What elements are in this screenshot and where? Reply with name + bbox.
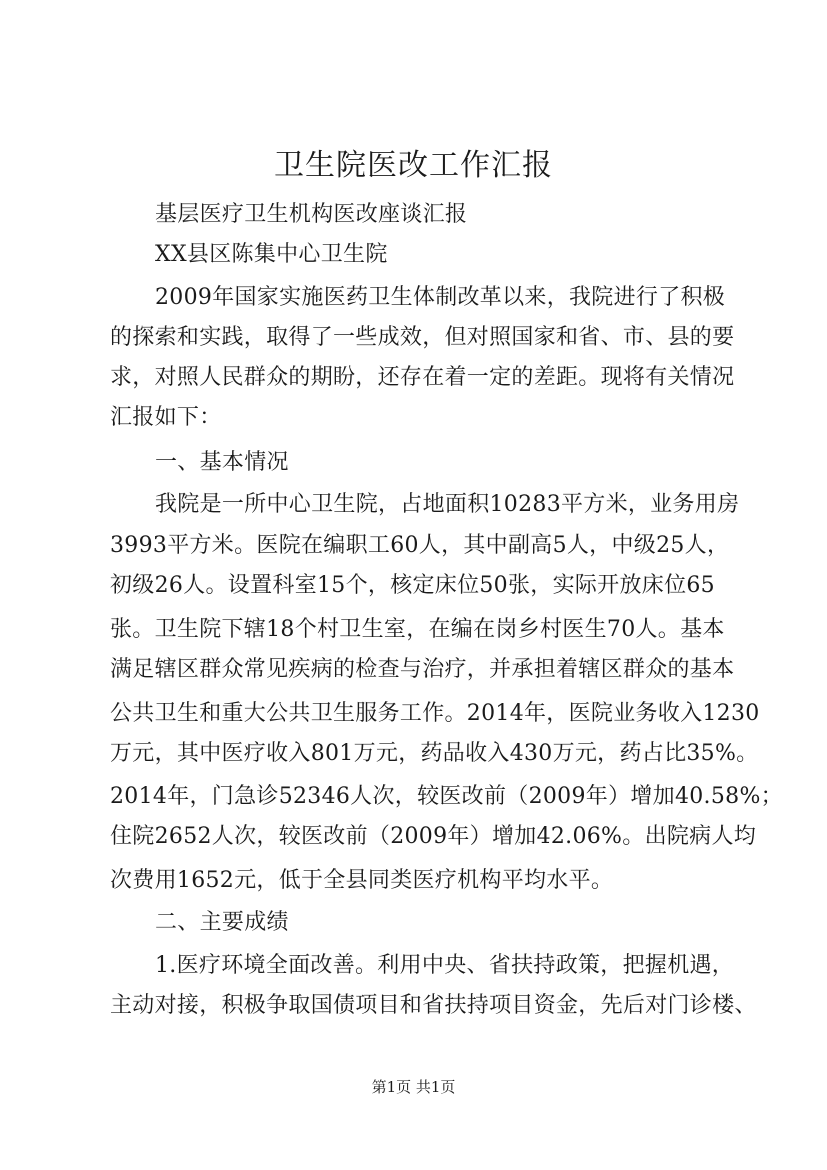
paragraph-line: 2009年国家实施医药卫生体制改革以来，我院进行了积极 xyxy=(155,285,726,310)
paragraph-line: 我院是一所中心卫生院，占地面积10283平方米，业务用房 xyxy=(155,492,740,517)
paragraph-line: 汇报如下： xyxy=(110,405,222,430)
paragraph-line: 次费用1652元，低于全县同类医疗机构平均水平。 xyxy=(110,868,614,893)
paragraph-line: 张。卫生院下辖18个村卫生室，在编在岗乡村医生70人。基本 xyxy=(110,617,725,642)
paragraph-line: 住院2652人次，较医改前（2009年）增加42.06%。出院病人均 xyxy=(110,824,757,849)
paragraph-line: 2014年，门急诊52346人次，较医改前（2009年）增加40.58%； xyxy=(110,784,783,809)
paragraph-line: 1.医疗环境全面改善。利用中央、省扶持政策，把握机遇， xyxy=(155,953,735,978)
paragraph-line: 初级26人。设置科室15个，核定床位50张，实际开放床位65 xyxy=(110,573,715,598)
paragraph-line: 的探索和实践，取得了一些成效，但对照国家和省、市、县的要 xyxy=(110,325,735,350)
section-heading: 一、基本情况 xyxy=(155,450,289,475)
organization-line: XX县区陈集中心卫生院 xyxy=(155,242,388,267)
document-title: 卫生院医改工作汇报 xyxy=(274,148,553,183)
paragraph-line: 满足辖区群众常见疾病的检查与治疗，并承担着辖区群众的基本 xyxy=(110,657,735,682)
paragraph-line: 3993平方米。医院在编职工60人，其中副高5人，中级25人， xyxy=(110,533,730,558)
page-number-footer: 第1页 共1页 xyxy=(371,1078,456,1096)
paragraph-line: 万元，其中医疗收入801万元，药品收入430万元，药占比35%。 xyxy=(110,741,759,766)
paragraph-line: 求，对照人民群众的期盼，还存在着一定的差距。现将有关情况 xyxy=(110,365,735,390)
paragraph-line: 公共卫生和重大公共卫生服务工作。2014年，医院业务收入1230 xyxy=(110,701,760,726)
paragraph-line: 主动对接，积极争取国债项目和省扶持项目资金，先后对门诊楼、 xyxy=(110,993,757,1018)
subtitle-line: 基层医疗卫生机构医改座谈汇报 xyxy=(155,202,468,227)
section-heading: 二、主要成绩 xyxy=(155,910,289,935)
